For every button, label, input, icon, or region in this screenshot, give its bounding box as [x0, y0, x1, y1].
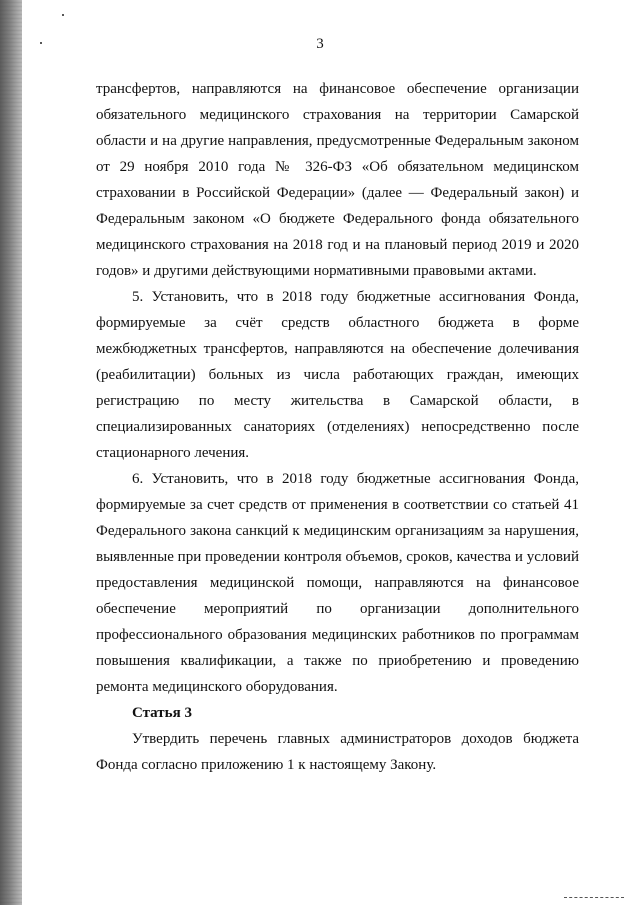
paragraph-continuation: трансфертов, направляются на финансовое обеспечение организации обязательного медицинского страхования на территории Самарской области и на другие направления, предусмотренные Федеральным законом от 29 ноября 2010 года № 326-ФЗ «Об обязательном медицинском страховании в Российской Федерации» (далее — Федеральный закон) и Федеральным законом «О бюджете Федерального фонда обязательного медицинского страхования на 2018 год и на плановый период 2019 и 2020 годов» и другими действующими нормативными правовыми актами.: [96, 81, 579, 279]
page-number: 3: [316, 36, 324, 52]
article-heading: Статья 3: [132, 705, 192, 721]
article-3-text: Утвердить перечень главных администраторов доходов бюджета Фонда согласно приложению 1 к настоящему Закону.: [96, 731, 579, 773]
scan-edge-shadow: [0, 0, 22, 905]
footer-dashed-line: [564, 897, 624, 898]
paragraph-item-6: 6. Установить, что в 2018 году бюджетные ассигнования Фонда, формируемые за счет средств от применения в соответствии со статьей 41 Федерального закона санкций к медицинским организациям за нарушения, выявленные при проведении контроля объемов, сроков, качества и условий предоставления медицинской помощи, направляются на финансовое обеспечение мероприятий по организации дополнительного профессионального образования медицинских работников по программам повышения квалификации, а также по приобретению и проведению ремонта медицинского оборудования.: [96, 471, 579, 695]
scan-speck: [62, 14, 64, 16]
document-body: [96, 76, 579, 778]
paragraph-item-5: 5. Установить, что в 2018 году бюджетные ассигнования Фонда, формируемые за счёт средств областного бюджета в форме межбюджетных трансфертов, направляются на обеспечение долечивания (реабилитации) больных из числа работающих граждан, имеющих регистрацию по месту жительства в Самарской области, в специализированных санаториях (отделениях) непосредственно после стационарного лечения.: [96, 289, 579, 461]
